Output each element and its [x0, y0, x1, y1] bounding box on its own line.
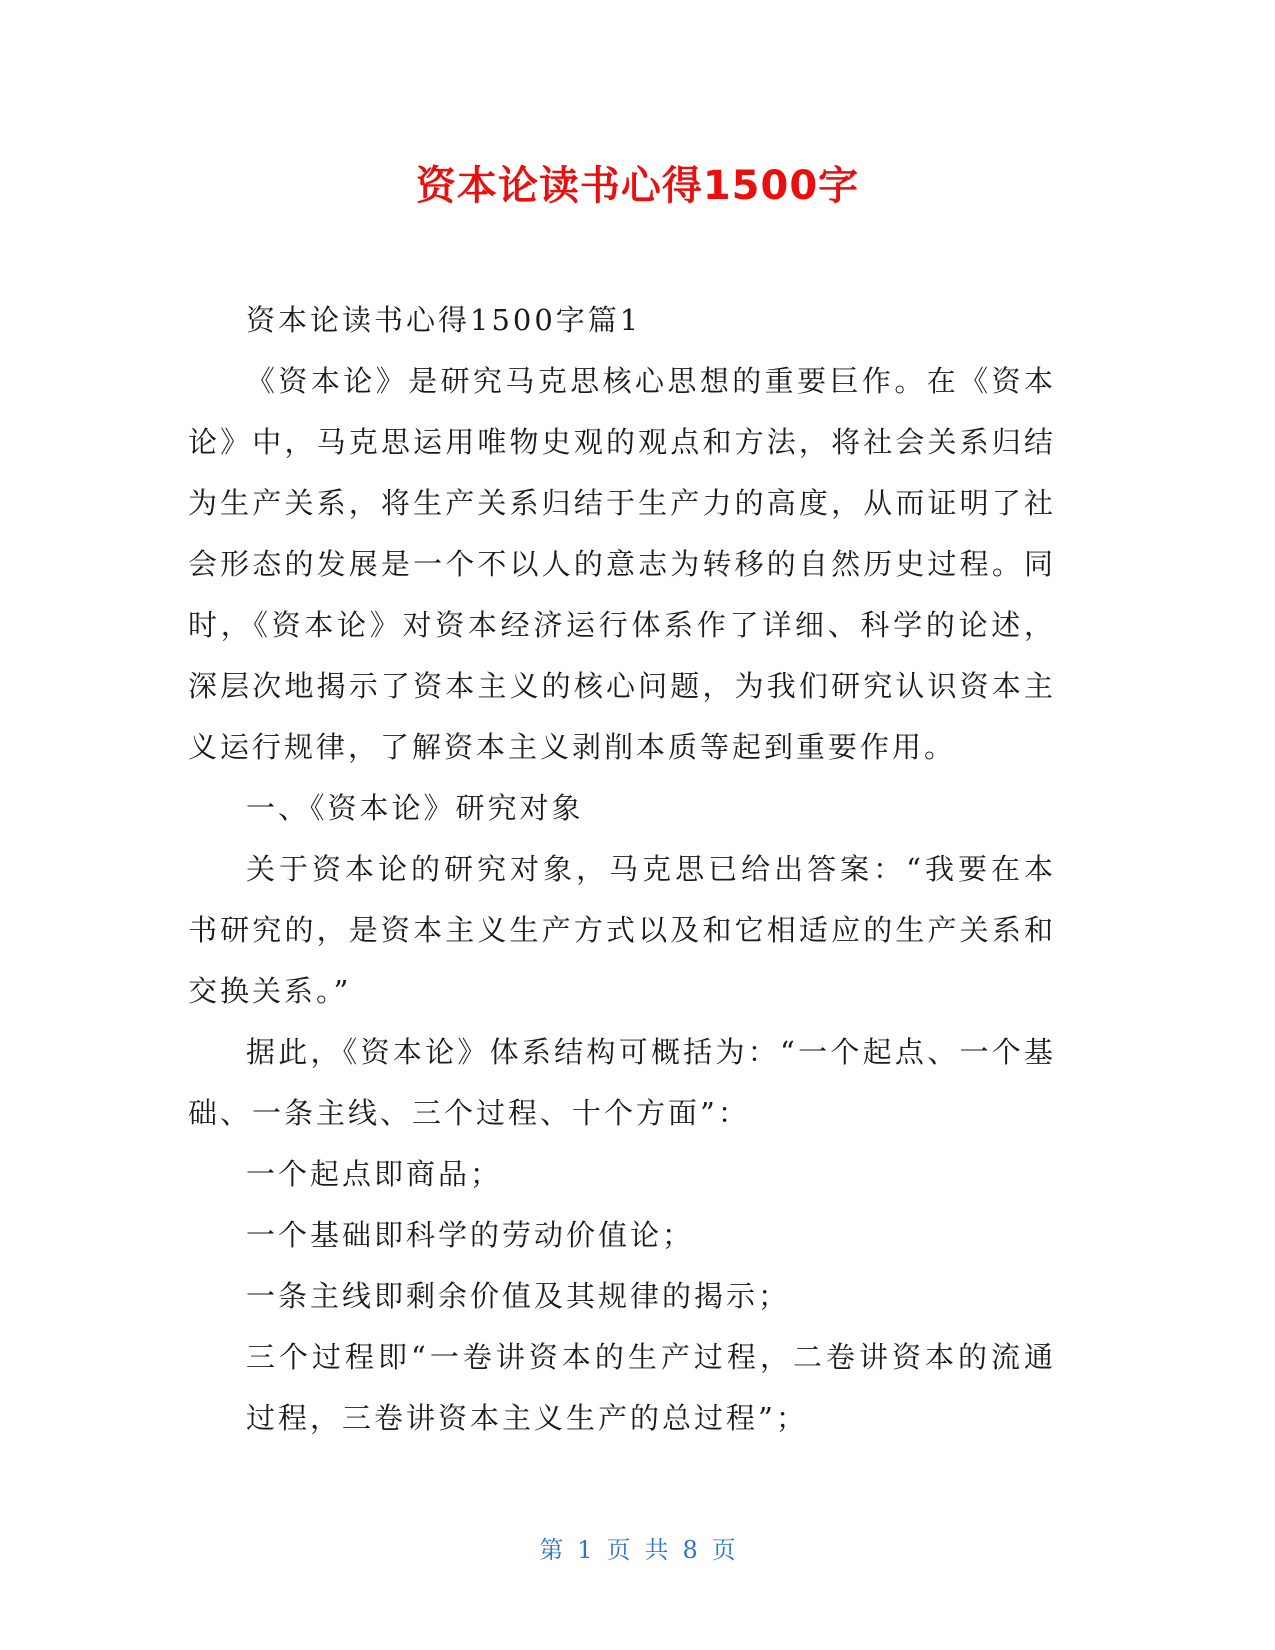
page-title: 资本论读书心得1500字 — [415, 163, 860, 209]
page-footer — [0, 1535, 1275, 1565]
list-item: 一条主线即剩余价值及其规律的揭示； — [246, 1279, 791, 1313]
list-item: 三个过程即“一卷讲资本的生产过程，二卷讲资本的流通过程，三卷讲资本主义生产的总过程”； — [246, 1340, 1056, 1435]
section-heading: 资本论读书心得1500字篇1 — [246, 303, 642, 337]
footer-page-word: 页 — [606, 1536, 631, 1564]
footer-total-word: 共 — [644, 1536, 669, 1564]
body-paragraph: 关于资本论的研究对象，马克思已给出答案：“我要在本书研究的，是资本主义生产方式以及和它相适应的生产关系和交换关系。” — [188, 852, 1056, 1008]
footer-suffix: 页 — [711, 1536, 736, 1564]
list-item: 一个起点即商品； — [246, 1157, 503, 1191]
total-pages-number: 8 — [682, 1536, 698, 1564]
body-paragraph: 据此，《资本论》体系结构可概括为：“一个起点、一个基础、一条主线、三个过程、十个方面”： — [188, 1035, 1056, 1130]
subsection-heading: 一、《资本论》研究对象 — [246, 791, 584, 825]
current-page-number: 1 — [577, 1536, 593, 1564]
list-item: 一个基础即科学的劳动价值论； — [246, 1218, 695, 1252]
body-paragraph: 《资本论》是研究马克思核心思想的重要巨作。在《资本论》中，马克思运用唯物史观的观点和方法，将社会关系归结为生产关系，将生产关系归结于生产力的高度，从而证明了社会形态的发展是一个不以人的意志为转移的自然历史过程。同时，《资本论》对资本经济运行体系作了详细、科学的论述，深层次地揭示了资本主义的核心问题，为我们研究认识资本主义运行规律，了解资本主义剥削本质等起到重要作用。 — [188, 364, 1056, 764]
document-body — [188, 290, 1056, 1449]
footer-prefix: 第 — [539, 1536, 564, 1564]
